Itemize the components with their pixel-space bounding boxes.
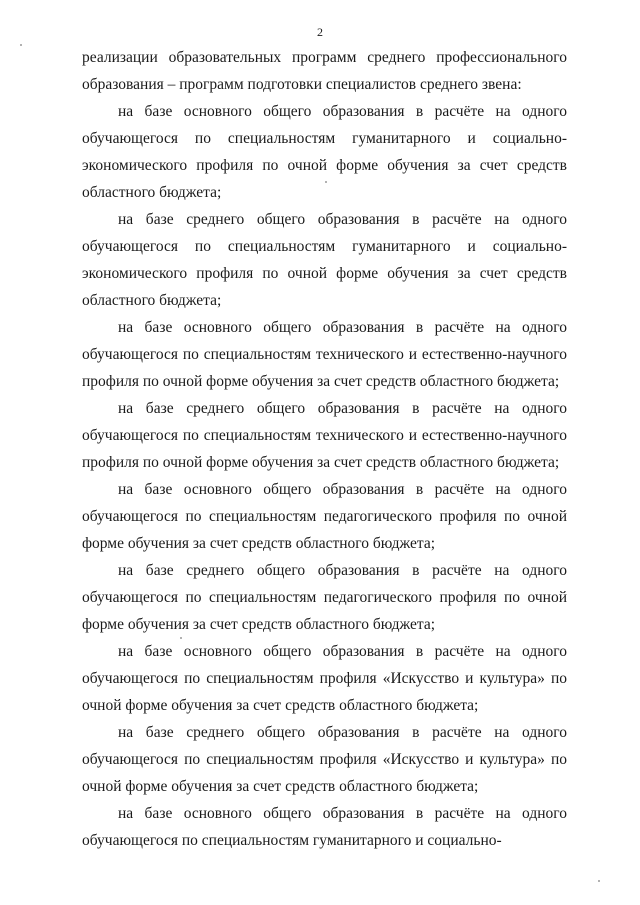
scan-speck: [180, 637, 182, 639]
paragraph-item-4: на базе среднего общего образования в расчёте на одного обучающегося по специальностям технического и естественно-научного профиля по очной форме обучения за счет средств областного бюджета;: [82, 400, 567, 471]
scan-speck: [325, 181, 327, 183]
document-body: [82, 44, 567, 854]
paragraph-item-3: на базе основного общего образования в расчёте на одного обучающегося по специальностям технического и естественно-научного профиля по очной форме обучения за счет средств областного бюджета;: [82, 319, 567, 390]
paragraph-item-5: на базе основного общего образования в расчёте на одного обучающегося по специальностям педагогического профиля по очной форме обучения за счет средств областного бюджета;: [82, 481, 567, 552]
paragraph-item-7: на базе основного общего образования в расчёте на одного обучающегося по специальностям профиля «Искусство и культура» по очной форме обучения за счет средств областного бюджета;: [82, 643, 567, 714]
scan-speck: [598, 880, 600, 882]
scan-speck: [20, 44, 22, 46]
paragraph-item-9: на базе основного общего образования в расчёте на одного обучающегося по специальностям гуманитарного и социально-: [82, 805, 567, 849]
page-number: 2: [317, 25, 323, 39]
paragraph-item-8: на базе среднего общего образования в расчёте на одного обучающегося по специальностям профиля «Искусство и культура» по очной форме обучения за счет средств областного бюджета;: [82, 724, 567, 795]
paragraph-item-6: на базе среднего общего образования в расчёте на одного обучающегося по специальностям педагогического профиля по очной форме обучения за счет средств областного бюджета;: [82, 562, 567, 633]
paragraph-intro: реализации образовательных программ среднего профессионального образования – программ подготовки специалистов среднего звена:: [82, 49, 567, 93]
paragraph-item-1: на базе основного общего образования в расчёте на одного обучающегося по специальностям гуманитарного и социально-экономического профиля по очной форме обучения за счет средств областного бюджета;: [82, 103, 567, 201]
paragraph-item-2: на базе среднего общего образования в расчёте на одного обучающегося по специальностям гуманитарного и социально-экономического профиля по очной форме обучения за счет средств областного бюджета;: [82, 211, 567, 309]
